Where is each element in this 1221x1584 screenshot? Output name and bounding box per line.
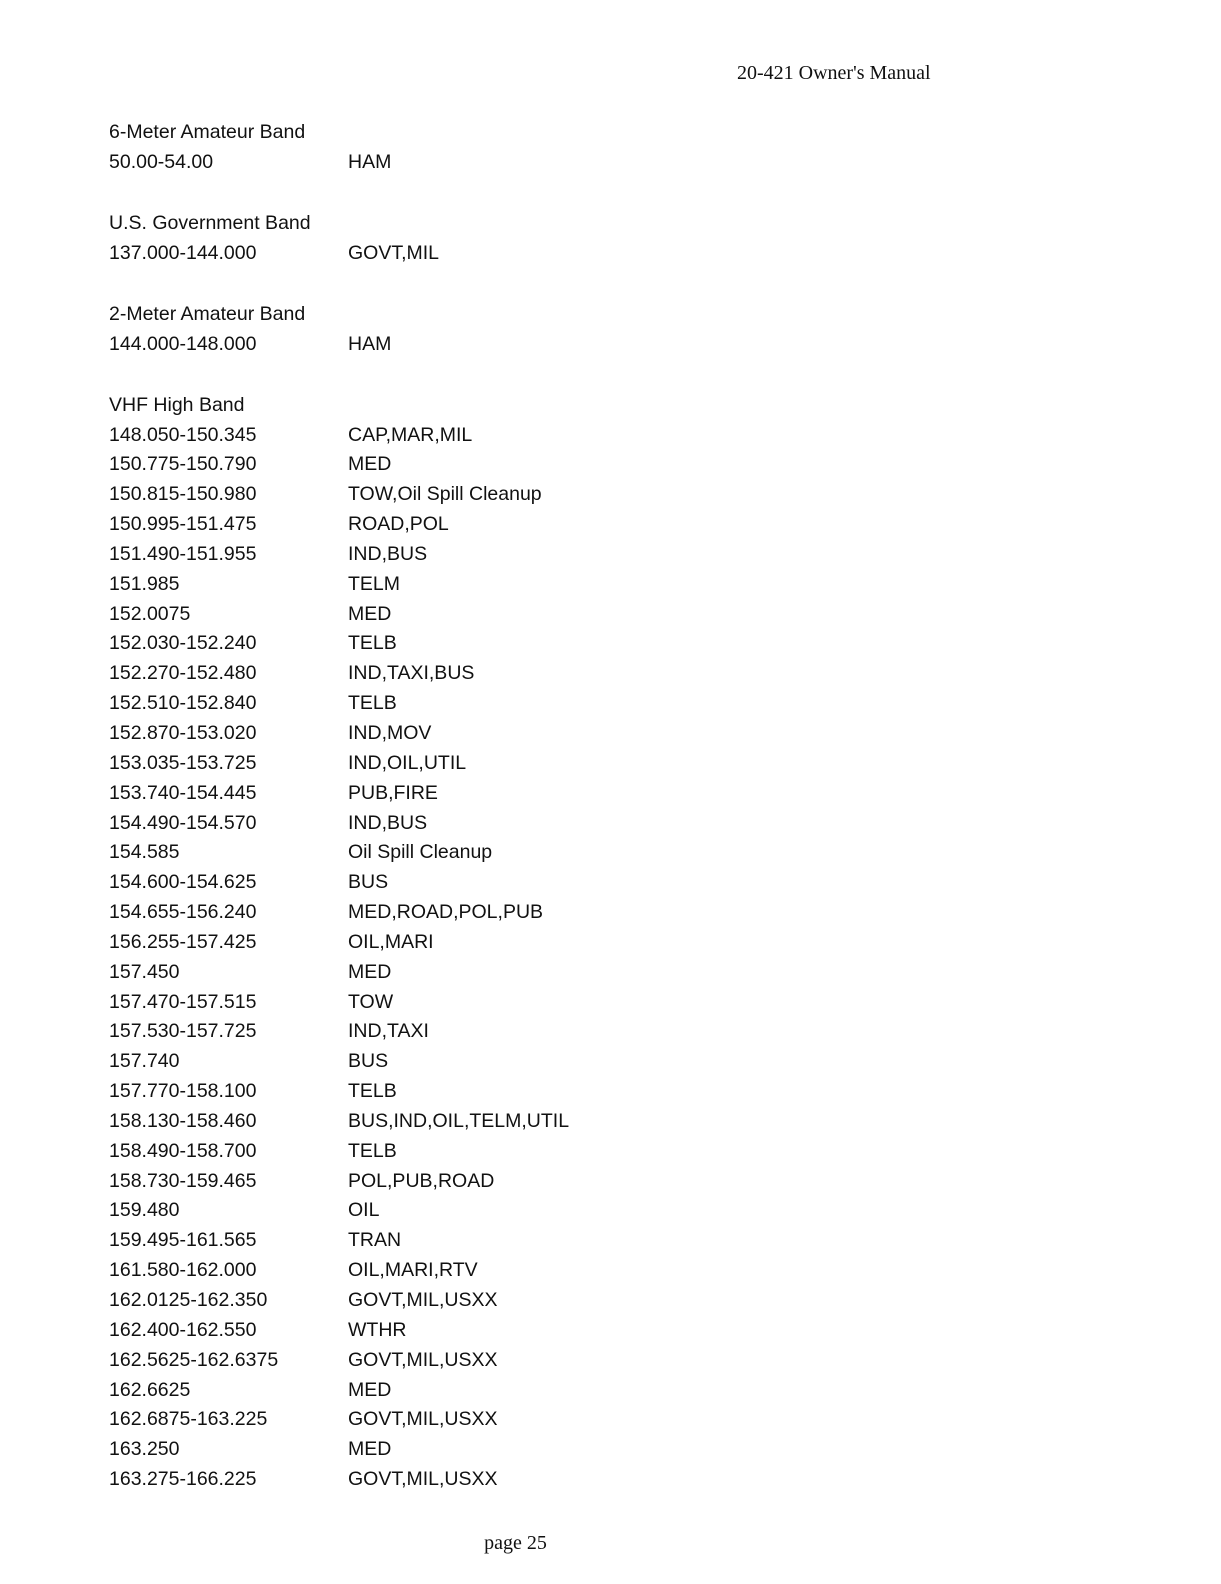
frequency-row (109, 1404, 729, 1434)
frequency-row (109, 1315, 729, 1345)
service-code: POL,PUB,ROAD (348, 1169, 495, 1192)
service-code: MED (348, 453, 392, 476)
service-code: TOW,Oil Spill Cleanup (348, 483, 542, 506)
frequency-range: 162.5625-162.6375 (109, 1348, 279, 1371)
service-code: IND,BUS (348, 811, 428, 834)
frequency-range: 163.275-166.225 (109, 1468, 257, 1491)
frequency-row (109, 1076, 729, 1106)
frequency-row (109, 1434, 729, 1464)
band-section (109, 390, 729, 1494)
band-title: VHF High Band (109, 393, 245, 416)
frequency-row (109, 867, 729, 897)
frequency-range: 157.770-158.100 (109, 1080, 257, 1103)
frequency-row (109, 1166, 729, 1196)
service-code: TELB (348, 632, 397, 655)
frequency-row (109, 658, 729, 688)
frequency-row (109, 1375, 729, 1405)
frequency-row (109, 147, 729, 177)
service-code: IND,BUS (348, 542, 428, 565)
frequency-range: 150.815-150.980 (109, 483, 257, 506)
service-code: GOVT,MIL,USXX (348, 1348, 498, 1371)
frequency-row (109, 1136, 729, 1166)
service-code: TRAN (348, 1229, 402, 1252)
band-title: U.S. Government Band (109, 211, 311, 234)
service-code: BUS,IND,OIL,TELM,UTIL (348, 1109, 570, 1132)
frequency-row (109, 1464, 729, 1494)
frequency-range: 151.490-151.955 (109, 542, 257, 565)
frequency-row (109, 1255, 729, 1285)
service-code: OIL (348, 1199, 380, 1222)
frequency-row (109, 479, 729, 509)
service-code: GOVT,MIL (348, 241, 440, 264)
service-code: GOVT,MIL,USXX (348, 1468, 498, 1491)
frequency-range: 162.6625 (109, 1378, 191, 1401)
frequency-range: 154.490-154.570 (109, 811, 257, 834)
frequency-range: 154.655-156.240 (109, 901, 257, 924)
band-section (109, 208, 729, 268)
frequency-row (109, 329, 729, 359)
frequency-row (109, 1106, 729, 1136)
service-code: IND,OIL,UTIL (348, 751, 467, 774)
frequency-range: 162.400-162.550 (109, 1318, 257, 1341)
service-code: MED (348, 602, 392, 625)
frequency-row (109, 238, 729, 268)
frequency-row (109, 1285, 729, 1315)
frequency-range: 152.270-152.480 (109, 662, 257, 685)
service-code: MED (348, 1378, 392, 1401)
service-code: GOVT,MIL,USXX (348, 1408, 498, 1431)
frequency-row (109, 1046, 729, 1076)
band-section (109, 117, 729, 177)
band-title: 6-Meter Amateur Band (109, 121, 306, 143)
frequency-row (109, 1016, 729, 1046)
service-code: MED (348, 1438, 392, 1461)
frequency-row (109, 569, 729, 599)
service-code: OIL,MARI (348, 930, 434, 953)
service-code: MED,ROAD,POL,PUB (348, 901, 544, 924)
frequency-range: 153.740-154.445 (109, 781, 257, 804)
service-code: IND,MOV (348, 721, 432, 744)
band-title: 2-Meter Amateur Band (109, 302, 306, 325)
frequency-range: 151.985 (109, 572, 180, 595)
frequency-row (109, 748, 729, 778)
frequency-row (109, 509, 729, 539)
frequency-row (109, 1195, 729, 1225)
frequency-range: 158.490-158.700 (109, 1139, 257, 1162)
frequency-range: 163.250 (109, 1438, 180, 1461)
frequency-row (109, 449, 729, 479)
service-code: WTHR (348, 1318, 407, 1341)
frequency-range: 159.495-161.565 (109, 1229, 257, 1252)
service-code: OIL,MARI,RTV (348, 1259, 478, 1282)
frequency-range: 157.740 (109, 1050, 180, 1073)
frequency-range: 150.995-151.475 (109, 513, 257, 536)
frequency-range: 154.585 (109, 841, 180, 864)
frequency-row (109, 420, 729, 450)
frequency-range: 153.035-153.725 (109, 751, 257, 774)
frequency-row (109, 957, 729, 987)
frequency-range: 152.510-152.840 (109, 692, 257, 715)
frequency-row (109, 837, 729, 867)
frequency-range: 159.480 (109, 1199, 180, 1222)
service-code: HAM (348, 332, 392, 355)
service-code: BUS (348, 871, 389, 894)
frequency-range: 158.130-158.460 (109, 1109, 257, 1132)
frequency-row (109, 808, 729, 838)
frequency-range: 162.6875-163.225 (109, 1408, 268, 1431)
frequency-range: 137.000-144.000 (109, 241, 257, 264)
frequency-row (109, 1345, 729, 1375)
frequency-row (109, 987, 729, 1017)
frequency-range: 162.0125-162.350 (109, 1289, 268, 1311)
frequency-row (109, 718, 729, 748)
service-code: BUS (348, 1050, 389, 1073)
frequency-range: 152.0075 (109, 602, 191, 625)
frequency-row (109, 1225, 729, 1255)
service-code: TELM (348, 572, 401, 595)
frequency-range: 157.450 (109, 960, 180, 983)
frequency-row (109, 628, 729, 658)
service-code: ROAD,POL (348, 513, 449, 536)
frequency-range: 157.470-157.515 (109, 990, 257, 1013)
frequency-row (109, 688, 729, 718)
service-code: TELB (348, 692, 397, 715)
page-number: page 25 (484, 1532, 547, 1554)
frequency-range: 144.000-148.000 (109, 332, 257, 355)
frequency-row (109, 778, 729, 808)
frequency-range: 156.255-157.425 (109, 930, 257, 953)
frequency-range: 161.580-162.000 (109, 1259, 257, 1282)
service-code: IND,TAXI,BUS (348, 662, 475, 685)
service-code: Oil Spill Cleanup (348, 841, 493, 864)
service-code: GOVT,MIL,USXX (348, 1289, 498, 1311)
frequency-range: 158.730-159.465 (109, 1169, 257, 1192)
frequency-table (109, 117, 729, 1525)
band-section (109, 299, 729, 359)
frequency-range: 50.00-54.00 (109, 151, 214, 173)
frequency-range: 150.775-150.790 (109, 453, 257, 476)
service-code: TELB (348, 1080, 397, 1103)
frequency-row (109, 539, 729, 569)
service-code: IND,TAXI (348, 1020, 429, 1043)
service-code: HAM (348, 151, 392, 173)
frequency-range: 154.600-154.625 (109, 871, 257, 894)
running-header: 20-421 Owner's Manual (737, 62, 931, 84)
frequency-row (109, 599, 729, 629)
frequency-range: 157.530-157.725 (109, 1020, 257, 1043)
service-code: TELB (348, 1139, 397, 1162)
service-code: TOW (348, 990, 394, 1013)
service-code: MED (348, 960, 392, 983)
frequency-range: 148.050-150.345 (109, 423, 257, 446)
frequency-row (109, 897, 729, 927)
service-code: PUB,FIRE (348, 781, 438, 804)
frequency-row (109, 927, 729, 957)
frequency-range: 152.030-152.240 (109, 632, 257, 655)
service-code: CAP,MAR,MIL (348, 423, 473, 446)
frequency-range: 152.870-153.020 (109, 721, 257, 744)
